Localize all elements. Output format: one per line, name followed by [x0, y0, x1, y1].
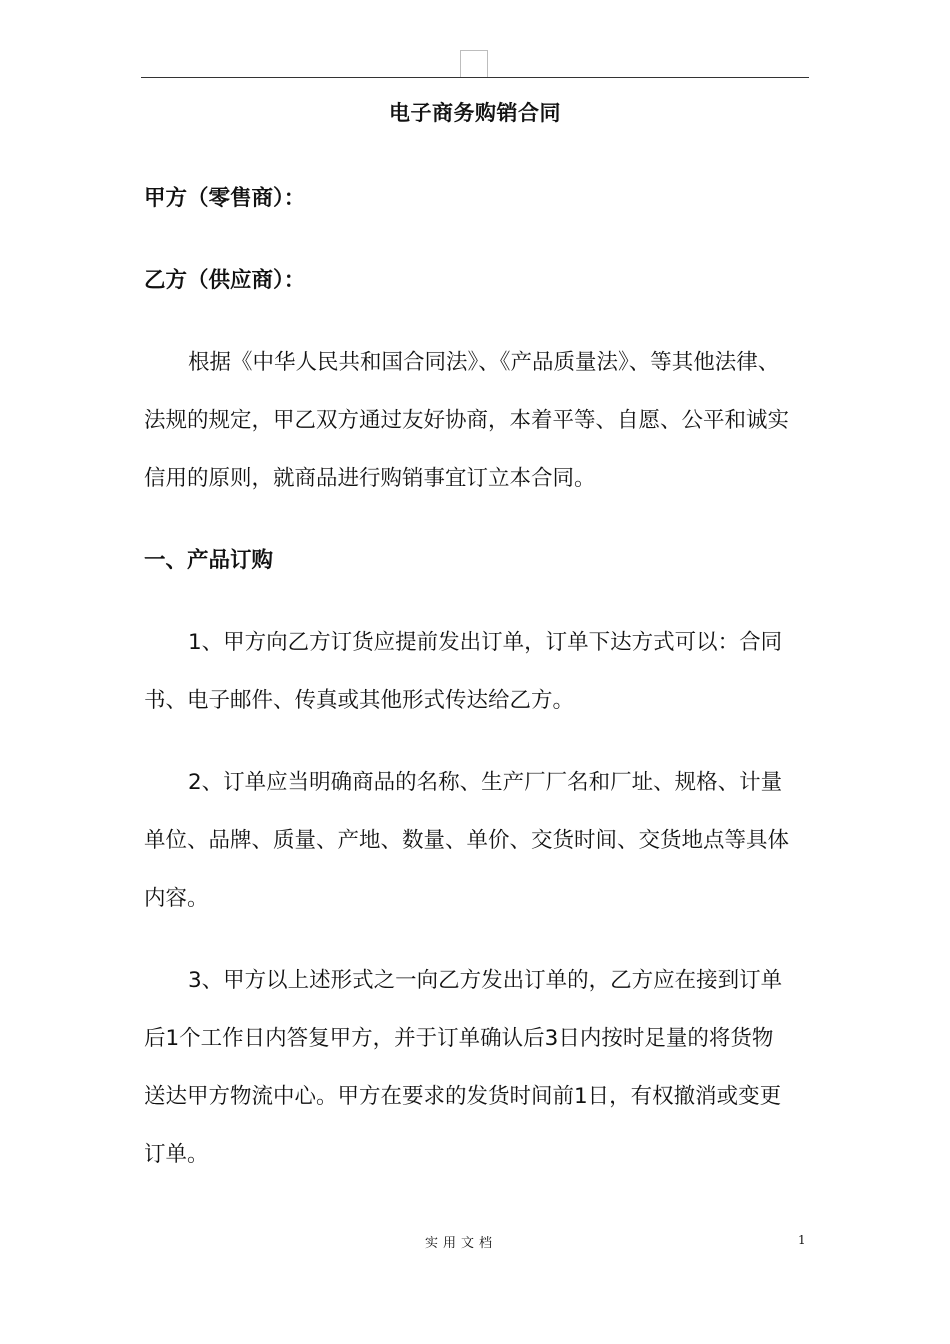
header-rule: [141, 77, 809, 78]
party-b-label: 乙方（供应商）：: [144, 268, 306, 293]
document-title: 电子商务购销合同: [389, 101, 561, 125]
preamble-line: 根据《中华人民共和国合同法》、《产品质量法》、等其他法律、: [188, 350, 780, 375]
clause-3-line: 后1个工作日内答复甲方，并于订单确认后3日内按时足量的将货物: [144, 1026, 774, 1051]
party-a-label: 甲方（零售商）：: [144, 186, 306, 211]
clause-3-line: 3、甲方以上述形式之一向乙方发出订单的，乙方应在接到订单: [188, 968, 783, 993]
clause-1-line: 书、电子邮件、传真或其他形式传达给乙方。: [144, 688, 575, 713]
header-box: [460, 50, 488, 77]
clause-2-line: 内容。: [144, 886, 209, 911]
clause-2-line: 2、订单应当明确商品的名称、生产厂厂名和厂址、规格、计量: [188, 770, 783, 795]
clause-1-line: 1、甲方向乙方订货应提前发出订单，订单下达方式可以：合同: [188, 630, 783, 655]
preamble-line: 信用的原则，就商品进行购销事宜订立本合同。: [144, 466, 596, 491]
clause-3-line: 送达甲方物流中心。甲方在要求的发货时间前1日，有权撤消或变更: [144, 1084, 782, 1109]
page-number: 1: [798, 1233, 806, 1247]
clause-2-line: 单位、品牌、质量、产地、数量、单价、交货时间、交货地点等具体: [144, 828, 790, 853]
clause-3-line: 订单。: [144, 1142, 209, 1167]
section-heading: 一、产品订购: [144, 548, 274, 573]
footer-label: 实用文档: [424, 1236, 497, 1251]
preamble-line: 法规的规定，甲乙双方通过友好协商，本着平等、自愿、公平和诚实: [144, 408, 790, 433]
